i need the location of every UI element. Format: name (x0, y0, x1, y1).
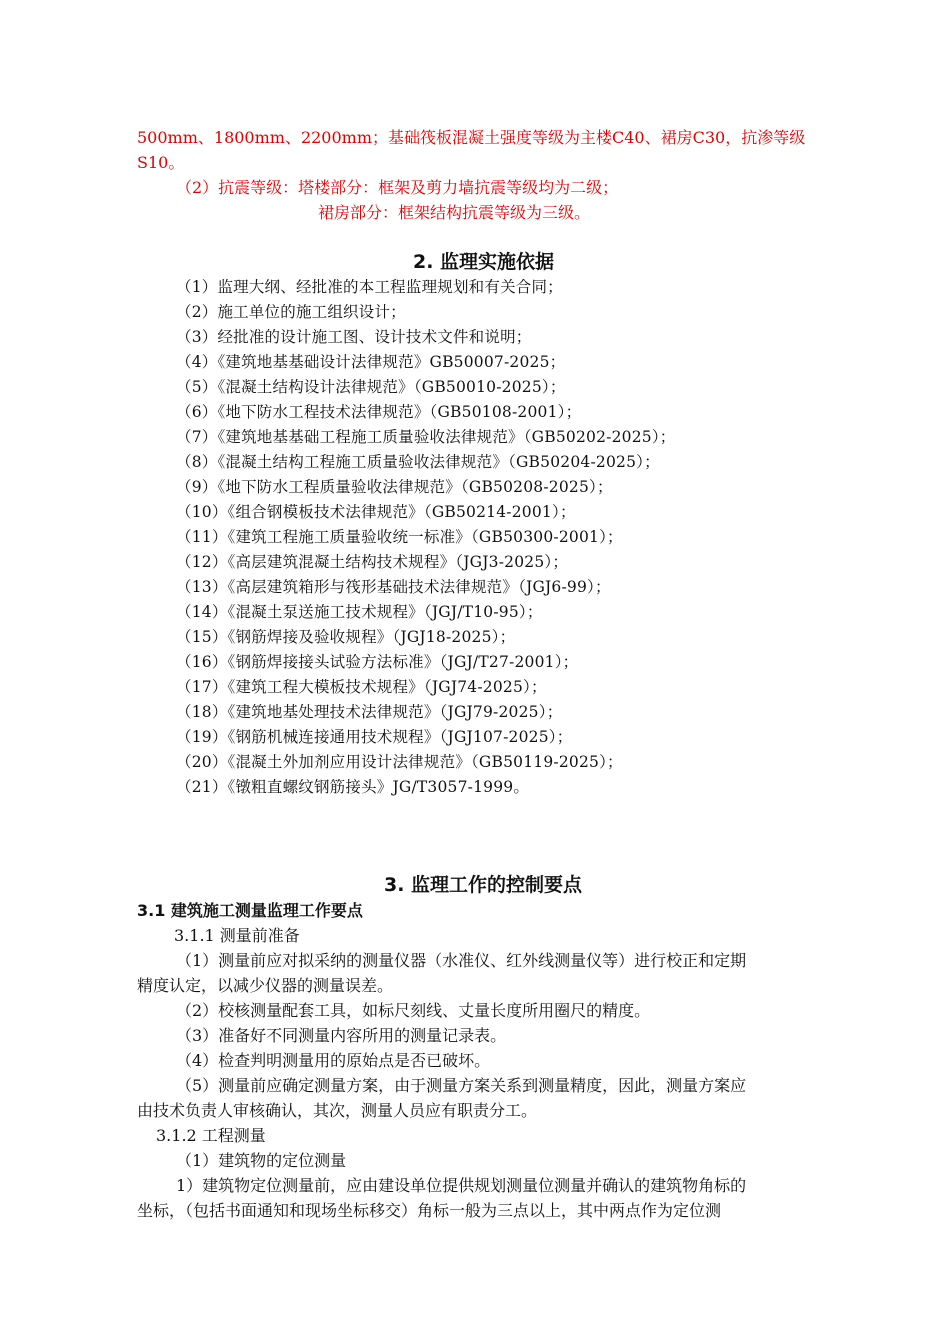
subsection-3-1-2-title: 3.1.2 工程测量 (156, 1126, 266, 1145)
list-item: （14）《混凝土泵送施工技术规程》（JGJ/T10-95）； (176, 603, 543, 621)
list-item: （12）《高层建筑混凝土结构技术规程》（JGJ3-2025）； (176, 553, 569, 571)
paragraph-line: （5）测量前应确定测量方案，由于测量方案关系到测量精度，因此，测量方案应 (176, 1076, 747, 1095)
subsection-3-1-title: 3.1 建筑施工测量监理工作要点 (137, 901, 363, 920)
list-item: （19）《钢筋机械连接通用技术规程》（JGJ107-2025）； (176, 728, 573, 746)
seismic-line-1: （2）抗震等级：塔楼部分：框架及剪力墙抗震等级均为二级； (176, 178, 619, 197)
paragraph-line: （3）准备好不同测量内容所用的测量记录表。 (176, 1026, 507, 1045)
list-item: （16）《钢筋焊接接头试验方法标准》（JGJ/T27-2001）； (176, 653, 579, 671)
intro-line-2: S10。 (137, 153, 185, 172)
section-2-title: 2. 监理实施依据 (413, 251, 555, 273)
list-item: （17）《建筑工程大模板技术规程》（JGJ74-2025）； (176, 678, 547, 696)
list-item: （6）《地下防水工程技术法律规范》（GB50108-2001）； (176, 403, 582, 421)
list-item: （4）《建筑地基基础设计法律规范》GB50007-2025； (176, 353, 566, 371)
list-item: （13）《高层建筑箱形与筏形基础技术法律规范》（JGJ6-99）； (176, 578, 611, 596)
seismic-line-2: 裙房部分：框架结构抗震等级为三级。 (318, 203, 591, 222)
list-item: （2）施工单位的施工组织设计； (176, 303, 406, 321)
list-item: （3）经批准的设计施工图、设计技术文件和说明； (176, 328, 532, 346)
paragraph-line: 坐标，（包括书面通知和现场坐标移交）角标一般为三点以上，其中两点作为定位测 (137, 1201, 722, 1220)
paragraph-line: （4）检查判明测量用的原始点是否已破坏。 (176, 1051, 491, 1070)
list-item: （11）《建筑工程施工质量验收统一标准》（GB50300-2001）； (176, 528, 623, 546)
section-3-title: 3. 监理工作的控制要点 (384, 874, 583, 896)
list-item: （10）《组合钢模板技术法律规范》（GB50214-2001）； (176, 503, 576, 521)
list-item: （20）《混凝土外加剂应用设计法律规范》（GB50119-2025）； (176, 753, 623, 771)
list-item: （18）《建筑地基处理技术法律规范》（JGJ79-2025）； (176, 703, 563, 721)
list-item: （15）《钢筋焊接及验收规程》（JGJ18-2025）； (176, 628, 516, 646)
paragraph-line: 由技术负责人审核确认，其次，测量人员应有职责分工。 (137, 1101, 538, 1120)
paragraph-line: （2）校核测量配套工具，如标尺刻线、丈量长度所用圈尺的精度。 (176, 1001, 651, 1020)
paragraph-line: （1）测量前应对拟采纳的测量仪器（水准仪、红外线测量仪等）进行校正和定期 (176, 951, 747, 970)
paragraph-line: 1）建筑物定位测量前，应由建设单位提供规划测量位测量并确认的建筑物角标的 (176, 1176, 747, 1195)
list-item: （1）监理大纲、经批准的本工程监理规划和有关合同； (176, 278, 563, 296)
list-item: （21）《镦粗直螺纹钢筋接头》JG/T3057-1999。 (176, 778, 530, 796)
list-item: （5）《混凝土结构设计法律规范》（GB50010-2025）； (176, 378, 566, 396)
paragraph-line: 精度认定，以减少仪器的测量误差。 (137, 976, 394, 995)
list-item: （8）《混凝土结构工程施工质量验收法律规范》（GB50204-2025）； (176, 453, 660, 471)
list-item: （7）《建筑地基基础工程施工质量验收法律规范》（GB50202-2025）； (176, 428, 676, 446)
paragraph-line: （1）建筑物的定位测量 (176, 1151, 347, 1170)
subsection-3-1-1-title: 3.1.1 测量前准备 (174, 926, 300, 945)
list-item: （9）《地下防水工程质量验收法律规范》（GB50208-2025）； (176, 478, 613, 496)
intro-line-1: 500mm、1800mm、2200mm；基础筏板混凝土强度等级为主楼C40、裙房C30，抗渗等级 (137, 128, 806, 147)
